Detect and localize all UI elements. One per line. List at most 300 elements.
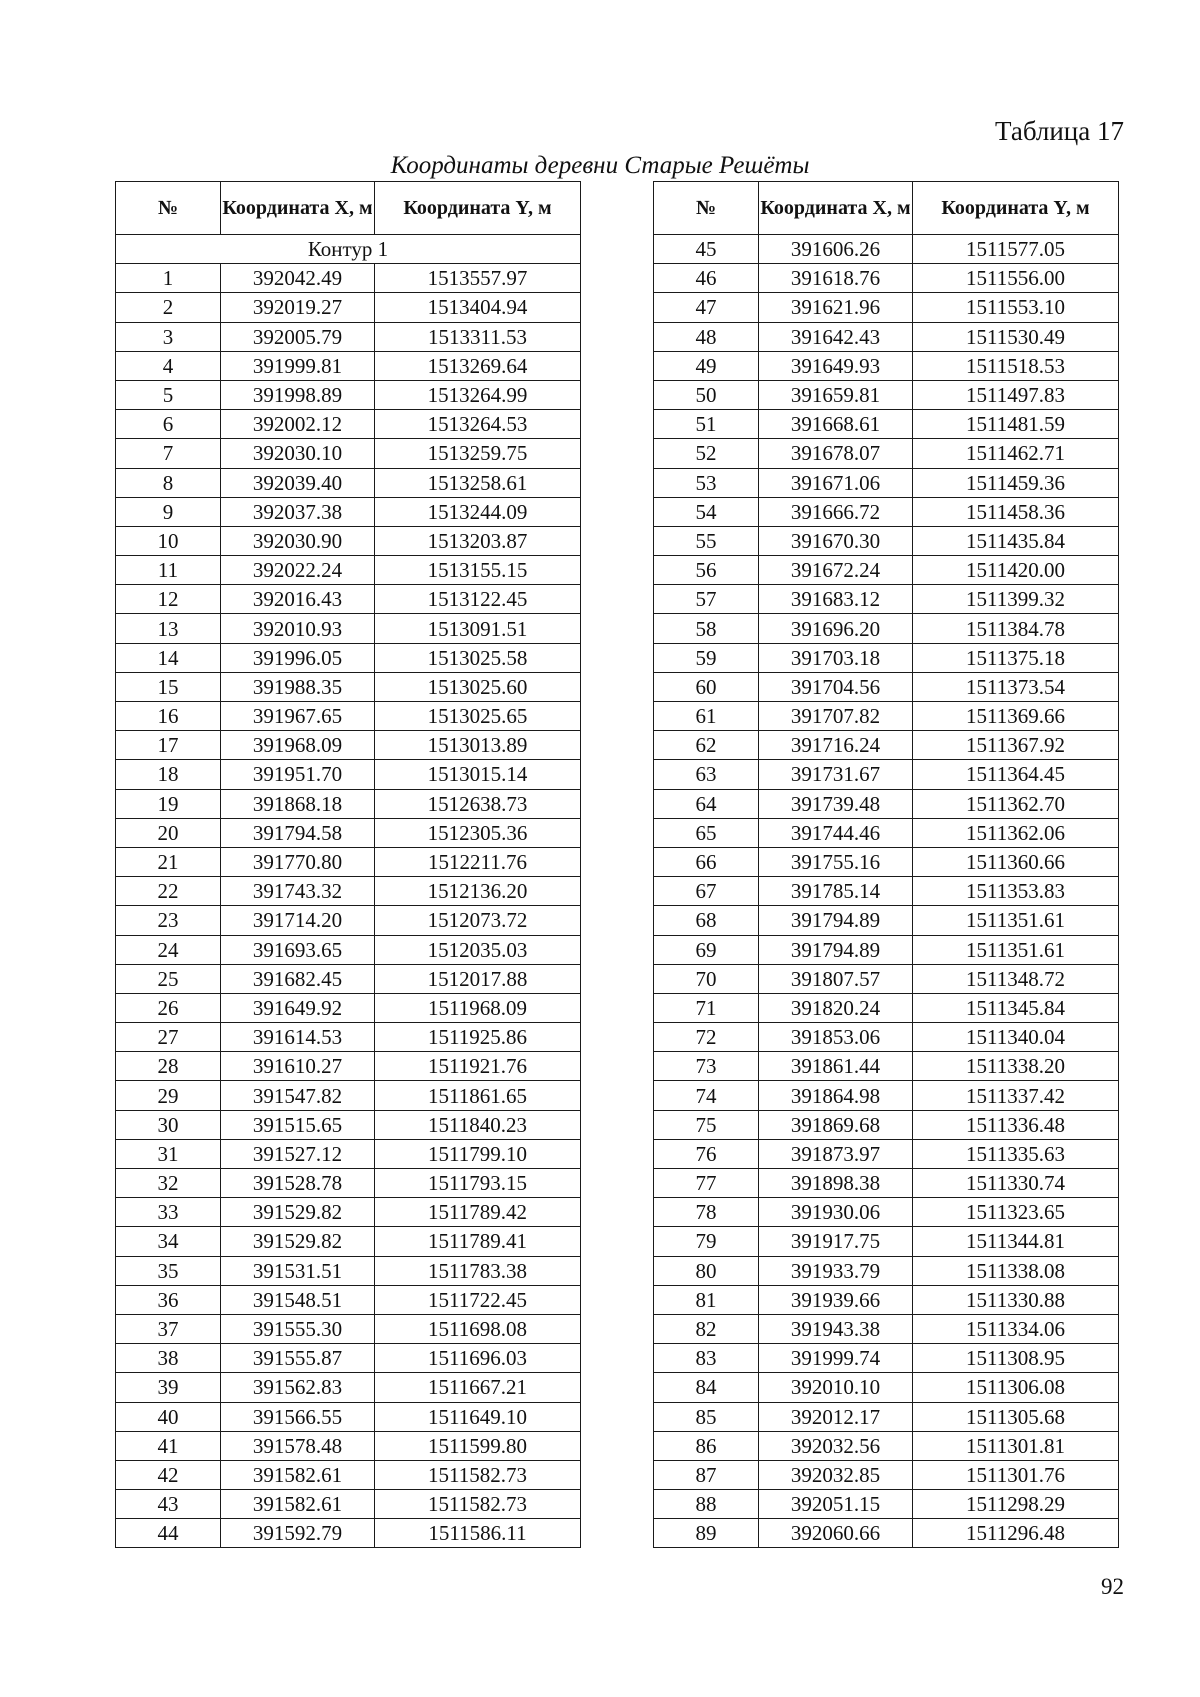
cell-number: 64 (654, 789, 759, 818)
cell-coordinate-x: 391528.78 (221, 1169, 375, 1198)
cell-coordinate-y: 1513264.53 (375, 410, 581, 439)
table-row (654, 1256, 1119, 1285)
table-row (654, 818, 1119, 847)
cell-coordinate-x: 391621.96 (759, 293, 913, 322)
cell-coordinate-y: 1511530.49 (913, 322, 1119, 351)
table-row (654, 439, 1119, 468)
cell-coordinate-y: 1511306.08 (913, 1373, 1119, 1402)
cell-number: 51 (654, 410, 759, 439)
cell-number: 62 (654, 731, 759, 760)
table-row (116, 1373, 581, 1402)
cell-coordinate-y: 1511301.76 (913, 1460, 1119, 1489)
cell-coordinate-y: 1511553.10 (913, 293, 1119, 322)
cell-coordinate-x: 391529.82 (221, 1198, 375, 1227)
table-row (116, 1110, 581, 1139)
cell-coordinate-x: 392060.66 (759, 1519, 913, 1548)
cell-number: 24 (116, 935, 221, 964)
cell-number: 57 (654, 585, 759, 614)
header-coordinate-x: Координата X, м (759, 182, 913, 235)
cell-coordinate-x: 391618.76 (759, 264, 913, 293)
cell-coordinate-x: 391696.20 (759, 614, 913, 643)
table-row (654, 1198, 1119, 1227)
table-row (116, 964, 581, 993)
cell-number: 7 (116, 439, 221, 468)
cell-coordinate-x: 391642.43 (759, 322, 913, 351)
cell-coordinate-x: 391555.30 (221, 1314, 375, 1343)
cell-number: 47 (654, 293, 759, 322)
cell-coordinate-y: 1512017.88 (375, 964, 581, 993)
cell-coordinate-y: 1511369.66 (913, 702, 1119, 731)
cell-coordinate-y: 1511582.73 (375, 1490, 581, 1519)
cell-number: 76 (654, 1139, 759, 1168)
table-row (116, 1344, 581, 1373)
table-row (116, 643, 581, 672)
table-row (116, 1314, 581, 1343)
cell-number: 83 (654, 1344, 759, 1373)
table-row (116, 1198, 581, 1227)
cell-number: 54 (654, 497, 759, 526)
cell-number: 44 (116, 1519, 221, 1548)
cell-coordinate-x: 391999.74 (759, 1344, 913, 1373)
cell-coordinate-y: 1511337.42 (913, 1081, 1119, 1110)
cell-number: 60 (654, 672, 759, 701)
cell-coordinate-x: 391794.89 (759, 935, 913, 964)
cell-coordinate-x: 391898.38 (759, 1169, 913, 1198)
cell-number: 53 (654, 468, 759, 497)
cell-coordinate-x: 391582.61 (221, 1460, 375, 1489)
cell-coordinate-y: 1512035.03 (375, 935, 581, 964)
cell-coordinate-x: 391606.26 (759, 235, 913, 264)
cell-coordinate-y: 1511399.32 (913, 585, 1119, 614)
cell-coordinate-y: 1513203.87 (375, 526, 581, 555)
table-row (654, 672, 1119, 701)
cell-coordinate-x: 392022.24 (221, 556, 375, 585)
cell-coordinate-x: 391988.35 (221, 672, 375, 701)
cell-coordinate-y: 1511696.03 (375, 1344, 581, 1373)
cell-number: 68 (654, 906, 759, 935)
cell-coordinate-y: 1511373.54 (913, 672, 1119, 701)
table-header-row (116, 182, 581, 235)
cell-coordinate-y: 1511793.15 (375, 1169, 581, 1198)
coordinates-table-left (115, 181, 581, 1548)
cell-coordinate-y: 1511296.48 (913, 1519, 1119, 1548)
cell-coordinate-y: 1511458.36 (913, 497, 1119, 526)
table-row (654, 1052, 1119, 1081)
table-row (654, 877, 1119, 906)
cell-coordinate-y: 1511308.95 (913, 1344, 1119, 1373)
cell-coordinate-x: 391820.24 (759, 993, 913, 1022)
cell-number: 55 (654, 526, 759, 555)
cell-coordinate-y: 1511384.78 (913, 614, 1119, 643)
table-row (116, 380, 581, 409)
cell-coordinate-y: 1513258.61 (375, 468, 581, 497)
cell-number: 23 (116, 906, 221, 935)
cell-coordinate-x: 391999.81 (221, 351, 375, 380)
cell-number: 82 (654, 1314, 759, 1343)
cell-coordinate-y: 1511351.61 (913, 935, 1119, 964)
cell-coordinate-x: 391951.70 (221, 760, 375, 789)
table-row (654, 585, 1119, 614)
cell-coordinate-y: 1511362.06 (913, 818, 1119, 847)
cell-number: 16 (116, 702, 221, 731)
cell-coordinate-x: 391864.98 (759, 1081, 913, 1110)
cell-coordinate-x: 391930.06 (759, 1198, 913, 1227)
cell-coordinate-x: 391785.14 (759, 877, 913, 906)
header-coordinate-y: Координата Y, м (913, 182, 1119, 235)
cell-number: 88 (654, 1490, 759, 1519)
cell-coordinate-y: 1513155.15 (375, 556, 581, 585)
cell-number: 20 (116, 818, 221, 847)
cell-number: 70 (654, 964, 759, 993)
cell-coordinate-x: 391548.51 (221, 1285, 375, 1314)
cell-number: 50 (654, 380, 759, 409)
cell-coordinate-y: 1511582.73 (375, 1460, 581, 1489)
cell-coordinate-x: 391614.53 (221, 1023, 375, 1052)
table-row (116, 993, 581, 1022)
cell-coordinate-y: 1511556.00 (913, 264, 1119, 293)
table-row (654, 293, 1119, 322)
cell-number: 37 (116, 1314, 221, 1343)
table-row (116, 1402, 581, 1431)
cell-coordinate-y: 1511351.61 (913, 906, 1119, 935)
table-number-label: Таблица 17 (995, 116, 1124, 146)
cell-number: 26 (116, 993, 221, 1022)
cell-coordinate-y: 1511338.20 (913, 1052, 1119, 1081)
cell-coordinate-x: 392032.85 (759, 1460, 913, 1489)
cell-coordinate-x: 391547.82 (221, 1081, 375, 1110)
cell-coordinate-x: 392039.40 (221, 468, 375, 497)
table-row (116, 293, 581, 322)
cell-number: 22 (116, 877, 221, 906)
table-row (654, 1402, 1119, 1431)
cell-coordinate-y: 1511577.05 (913, 235, 1119, 264)
table-row (116, 1023, 581, 1052)
table-row (116, 614, 581, 643)
table-row (654, 643, 1119, 672)
cell-coordinate-x: 391794.58 (221, 818, 375, 847)
cell-coordinate-x: 391682.45 (221, 964, 375, 993)
cell-coordinate-x: 391917.75 (759, 1227, 913, 1256)
table-row (116, 497, 581, 526)
cell-number: 25 (116, 964, 221, 993)
table-row (654, 1519, 1119, 1548)
cell-number: 27 (116, 1023, 221, 1052)
table-row (654, 264, 1119, 293)
cell-coordinate-y: 1511330.88 (913, 1285, 1119, 1314)
table-row (654, 1227, 1119, 1256)
cell-number: 38 (116, 1344, 221, 1373)
table-row (116, 526, 581, 555)
contour-label: Контур 1 (116, 235, 581, 264)
table-title: Координаты деревни Старые Решёты (390, 152, 810, 179)
table-row (116, 351, 581, 380)
cell-number: 79 (654, 1227, 759, 1256)
cell-number: 39 (116, 1373, 221, 1402)
cell-number: 52 (654, 439, 759, 468)
table-row (116, 585, 581, 614)
cell-number: 9 (116, 497, 221, 526)
cell-coordinate-x: 391998.89 (221, 380, 375, 409)
cell-coordinate-x: 391807.57 (759, 964, 913, 993)
cell-coordinate-y: 1513013.89 (375, 731, 581, 760)
table-row (654, 1373, 1119, 1402)
cell-coordinate-y: 1511305.68 (913, 1402, 1119, 1431)
cell-number: 85 (654, 1402, 759, 1431)
cell-coordinate-x: 391515.65 (221, 1110, 375, 1139)
cell-coordinate-x: 392019.27 (221, 293, 375, 322)
table-row (654, 702, 1119, 731)
cell-coordinate-x: 391704.56 (759, 672, 913, 701)
cell-coordinate-x: 391671.06 (759, 468, 913, 497)
cell-coordinate-y: 1511298.29 (913, 1490, 1119, 1519)
cell-coordinate-y: 1512073.72 (375, 906, 581, 935)
table-row (116, 1285, 581, 1314)
table-row (116, 731, 581, 760)
table-row (654, 1460, 1119, 1489)
cell-coordinate-y: 1511345.84 (913, 993, 1119, 1022)
cell-coordinate-y: 1511698.08 (375, 1314, 581, 1343)
table-row (116, 322, 581, 351)
cell-coordinate-x: 391873.97 (759, 1139, 913, 1168)
cell-number: 11 (116, 556, 221, 585)
cell-number: 2 (116, 293, 221, 322)
cell-coordinate-y: 1511420.00 (913, 556, 1119, 585)
cell-coordinate-x: 391868.18 (221, 789, 375, 818)
cell-coordinate-y: 1511462.71 (913, 439, 1119, 468)
cell-coordinate-x: 391996.05 (221, 643, 375, 672)
table-row (654, 1169, 1119, 1198)
cell-coordinate-x: 391578.48 (221, 1431, 375, 1460)
cell-number: 48 (654, 322, 759, 351)
table-row (654, 380, 1119, 409)
cell-coordinate-y: 1511789.42 (375, 1198, 581, 1227)
cell-coordinate-y: 1511789.41 (375, 1227, 581, 1256)
cell-coordinate-y: 1511840.23 (375, 1110, 581, 1139)
cell-coordinate-y: 1513025.65 (375, 702, 581, 731)
cell-coordinate-y: 1511435.84 (913, 526, 1119, 555)
cell-coordinate-y: 1511330.74 (913, 1169, 1119, 1198)
cell-coordinate-x: 392030.90 (221, 526, 375, 555)
cell-number: 67 (654, 877, 759, 906)
table-row (654, 526, 1119, 555)
cell-number: 72 (654, 1023, 759, 1052)
table-row (116, 1490, 581, 1519)
cell-number: 56 (654, 556, 759, 585)
cell-number: 30 (116, 1110, 221, 1139)
cell-number: 45 (654, 235, 759, 264)
cell-coordinate-y: 1511459.36 (913, 468, 1119, 497)
cell-coordinate-x: 391744.46 (759, 818, 913, 847)
cell-coordinate-x: 392002.12 (221, 410, 375, 439)
cell-coordinate-y: 1511334.06 (913, 1314, 1119, 1343)
cell-coordinate-y: 1511861.65 (375, 1081, 581, 1110)
cell-number: 89 (654, 1519, 759, 1548)
cell-coordinate-x: 391707.82 (759, 702, 913, 731)
cell-number: 42 (116, 1460, 221, 1489)
cell-number: 66 (654, 847, 759, 876)
table-row (116, 1227, 581, 1256)
cell-coordinate-x: 392016.43 (221, 585, 375, 614)
table-row (116, 264, 581, 293)
cell-coordinate-x: 391967.65 (221, 702, 375, 731)
cell-coordinate-y: 1511344.81 (913, 1227, 1119, 1256)
cell-coordinate-x: 391861.44 (759, 1052, 913, 1081)
cell-number: 5 (116, 380, 221, 409)
cell-number: 12 (116, 585, 221, 614)
table-row (654, 410, 1119, 439)
cell-coordinate-x: 391683.12 (759, 585, 913, 614)
cell-coordinate-y: 1511360.66 (913, 847, 1119, 876)
cell-coordinate-x: 392030.10 (221, 439, 375, 468)
cell-number: 61 (654, 702, 759, 731)
cell-number: 29 (116, 1081, 221, 1110)
table-row (116, 1431, 581, 1460)
table-row (116, 1169, 581, 1198)
cell-number: 73 (654, 1052, 759, 1081)
table-row (116, 1052, 581, 1081)
cell-coordinate-y: 1513025.58 (375, 643, 581, 672)
table-row (116, 439, 581, 468)
cell-coordinate-x: 392051.15 (759, 1490, 913, 1519)
cell-coordinate-x: 391666.72 (759, 497, 913, 526)
cell-number: 59 (654, 643, 759, 672)
header-coordinate-y: Координата Y, м (375, 182, 581, 235)
cell-number: 43 (116, 1490, 221, 1519)
table-row (654, 497, 1119, 526)
cell-coordinate-x: 391531.51 (221, 1256, 375, 1285)
table-row (654, 1110, 1119, 1139)
cell-coordinate-y: 1511338.08 (913, 1256, 1119, 1285)
cell-coordinate-y: 1511367.92 (913, 731, 1119, 760)
cell-coordinate-x: 391939.66 (759, 1285, 913, 1314)
cell-number: 8 (116, 468, 221, 497)
cell-number: 49 (654, 351, 759, 380)
cell-coordinate-y: 1511968.09 (375, 993, 581, 1022)
cell-coordinate-x: 392010.93 (221, 614, 375, 643)
cell-coordinate-y: 1512136.20 (375, 877, 581, 906)
cell-number: 46 (654, 264, 759, 293)
table-row (654, 1139, 1119, 1168)
coordinates-table-right (653, 181, 1119, 1548)
table-row (654, 847, 1119, 876)
table-row (116, 877, 581, 906)
table-row (116, 1139, 581, 1168)
header-coordinate-x: Координата X, м (221, 182, 375, 235)
cell-coordinate-x: 391770.80 (221, 847, 375, 876)
cell-coordinate-y: 1511783.38 (375, 1256, 581, 1285)
cell-number: 21 (116, 847, 221, 876)
table-row (116, 672, 581, 701)
table-row (654, 556, 1119, 585)
cell-coordinate-y: 1513264.99 (375, 380, 581, 409)
table-row (116, 410, 581, 439)
cell-coordinate-x: 391678.07 (759, 439, 913, 468)
cell-coordinate-y: 1511362.70 (913, 789, 1119, 818)
cell-coordinate-y: 1511649.10 (375, 1402, 581, 1431)
table-header-row (654, 182, 1119, 235)
cell-number: 6 (116, 410, 221, 439)
cell-number: 18 (116, 760, 221, 789)
table-row (116, 1519, 581, 1548)
cell-number: 1 (116, 264, 221, 293)
cell-coordinate-y: 1511481.59 (913, 410, 1119, 439)
cell-coordinate-x: 391529.82 (221, 1227, 375, 1256)
table-row (116, 760, 581, 789)
cell-coordinate-y: 1513015.14 (375, 760, 581, 789)
cell-number: 13 (116, 614, 221, 643)
cell-number: 58 (654, 614, 759, 643)
cell-number: 80 (654, 1256, 759, 1285)
table-row (116, 847, 581, 876)
cell-coordinate-x: 391592.79 (221, 1519, 375, 1548)
table-row (116, 789, 581, 818)
cell-number: 34 (116, 1227, 221, 1256)
cell-coordinate-x: 391693.65 (221, 935, 375, 964)
header-number: № (654, 182, 759, 235)
cell-coordinate-x: 391668.61 (759, 410, 913, 439)
cell-coordinate-y: 1511586.11 (375, 1519, 581, 1548)
cell-coordinate-x: 391672.24 (759, 556, 913, 585)
cell-coordinate-y: 1511799.10 (375, 1139, 581, 1168)
cell-number: 63 (654, 760, 759, 789)
cell-coordinate-y: 1511353.83 (913, 877, 1119, 906)
table-row (654, 235, 1119, 264)
cell-coordinate-x: 391943.38 (759, 1314, 913, 1343)
cell-coordinate-x: 391869.68 (759, 1110, 913, 1139)
table-row (654, 906, 1119, 935)
cell-coordinate-x: 391562.83 (221, 1373, 375, 1402)
page-number: 92 (1101, 1574, 1124, 1599)
cell-number: 31 (116, 1139, 221, 1168)
table-row (654, 1490, 1119, 1519)
table-row (116, 1081, 581, 1110)
cell-number: 10 (116, 526, 221, 555)
cell-coordinate-y: 1513404.94 (375, 293, 581, 322)
cell-coordinate-y: 1511340.04 (913, 1023, 1119, 1052)
cell-number: 17 (116, 731, 221, 760)
cell-coordinate-y: 1512211.76 (375, 847, 581, 876)
cell-coordinate-y: 1511335.63 (913, 1139, 1119, 1168)
cell-number: 3 (116, 322, 221, 351)
contour-row (116, 235, 581, 264)
cell-coordinate-y: 1512638.73 (375, 789, 581, 818)
table-row (654, 789, 1119, 818)
cell-number: 75 (654, 1110, 759, 1139)
cell-coordinate-x: 391743.32 (221, 877, 375, 906)
cell-coordinate-y: 1513091.51 (375, 614, 581, 643)
cell-coordinate-y: 1511599.80 (375, 1431, 581, 1460)
cell-coordinate-x: 391968.09 (221, 731, 375, 760)
cell-number: 69 (654, 935, 759, 964)
cell-coordinate-y: 1511323.65 (913, 1198, 1119, 1227)
cell-coordinate-x: 392042.49 (221, 264, 375, 293)
table-row (654, 935, 1119, 964)
cell-number: 4 (116, 351, 221, 380)
cell-coordinate-x: 391739.48 (759, 789, 913, 818)
cell-coordinate-y: 1511348.72 (913, 964, 1119, 993)
table-row (654, 351, 1119, 380)
cell-number: 35 (116, 1256, 221, 1285)
cell-coordinate-y: 1511921.76 (375, 1052, 581, 1081)
cell-number: 33 (116, 1198, 221, 1227)
cell-coordinate-x: 392012.17 (759, 1402, 913, 1431)
table-row (116, 1256, 581, 1285)
cell-coordinate-x: 392010.10 (759, 1373, 913, 1402)
cell-coordinate-x: 392037.38 (221, 497, 375, 526)
table-row (116, 468, 581, 497)
cell-coordinate-x: 391731.67 (759, 760, 913, 789)
cell-coordinate-x: 391716.24 (759, 731, 913, 760)
